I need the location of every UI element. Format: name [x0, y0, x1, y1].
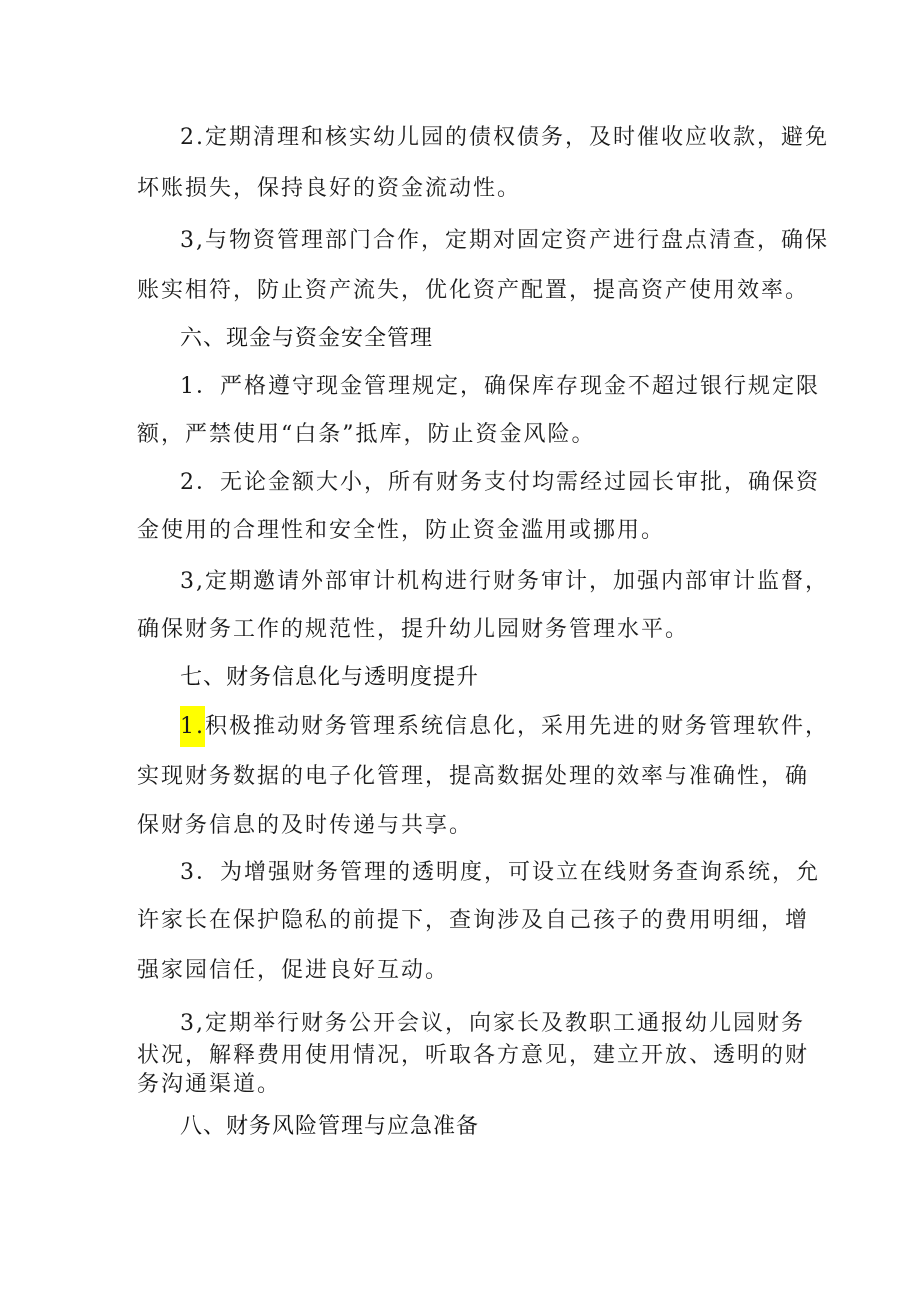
paragraph-text: 积极推动财务管理系统信息化，采用先进的财务管理软件，: [205, 714, 830, 739]
paragraph-line: 3．为增强财务管理的透明度，可设立在线财务查询系统，允: [180, 860, 820, 885]
paragraph-line: 金使用的合理性和安全性，防止资金滥用或挪用。: [137, 518, 666, 543]
section-heading: 七、财务信息化与透明度提升: [180, 665, 480, 690]
paragraph-line: 3,定期邀请外部审计机构进行财务审计，加强内部审计监督，: [180, 569, 829, 594]
paragraph-line: 保财务信息的及时传递与共享。: [137, 813, 474, 838]
paragraph-line: 3,与物资管理部门合作，定期对固定资产进行盘点清查，确保: [180, 228, 829, 253]
paragraph-line: 坏账损失，保持良好的资金流动性。: [137, 176, 522, 201]
paragraph-line: 2.定期清理和核实幼儿园的债权债务，及时催收应收款，避免: [180, 125, 829, 150]
paragraph-line: [180, 712, 829, 742]
paragraph-line: 许家长在保护隐私的前提下，查询涉及自己孩子的费用明细，增: [137, 908, 810, 933]
paragraph-line: 实现财务数据的电子化管理，提高数据处理的效率与准确性，确: [137, 764, 810, 789]
paragraph-line: 账实相符，防止资产流失，优化资产配置，提高资产使用效率。: [137, 278, 810, 303]
paragraph-line: 确保财务工作的规范性，提升幼儿园财务管理水平。: [137, 617, 690, 642]
section-heading: 六、现金与资金安全管理: [180, 326, 434, 351]
paragraph-line: 2．无论金额大小，所有财务支付均需经过园长审批，确保资: [180, 470, 820, 495]
paragraph-line: 1．严格遵守现金管理规定，确保库存现金不超过银行规定限: [180, 374, 820, 399]
paragraph-line: 额，严禁使用“白条”抵库，防止资金风险。: [137, 422, 596, 447]
paragraph-line: 务沟通渠道。: [137, 1072, 282, 1097]
paragraph-line: 状况，解释费用使用情况，听取各方意见，建立开放、透明的财: [137, 1043, 810, 1068]
section-heading: 八、财务风险管理与应急准备: [180, 1114, 480, 1139]
highlighted-list-marker: 1.: [180, 706, 205, 747]
paragraph-line: 强家园信任，促进良好互动。: [137, 958, 450, 983]
paragraph-line: 3,定期举行财务公开会议，向家长及教职工通报幼儿园财务: [180, 1011, 805, 1036]
